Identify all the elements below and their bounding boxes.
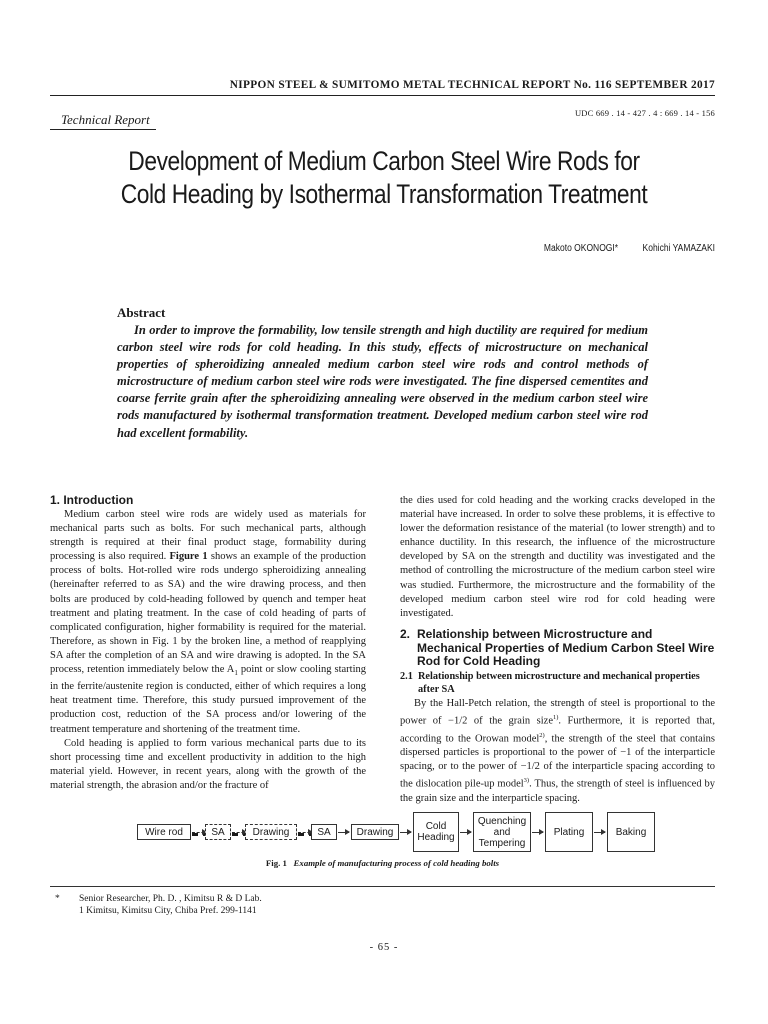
- page-number: - 65 -: [369, 942, 399, 953]
- flow-step-wire-rod: Wire rod: [137, 824, 191, 840]
- section-2-1-paragraph: By the Hall-Petch relation, the strength of steel is proportional to the power of −1/2 of the grain size$^{1)}$. Furthermore, it is reported that, according to the Orowan model$^{2)}$, the strength of the steel that contains dispersed particles is proportional to the power of −1 of the interparticle spacing, or to the power of −1/2 of the interparticle spacing according to the dislocation pile-up model$^{3)}$. Thus, the strength of steel is influenced by the grain size and the interparticle spacing.: [400, 698, 715, 805]
- title-line-2: Cold Heading by Isothermal Transformation Treatment: [120, 179, 648, 209]
- abstract-text: In order to improve the formability, low tensile strength and high ductility are required for medium carbon steel wire rods for cold heading. In this study, effects of microstructure on mechanical properties of spheroidizing annealed medium carbon steel wire rods and control methods of microstructure of medium carbon steel wire rods were investigated. The fine dispersed cementites and coarse ferrite grain after the spheroidizing annealing were observed in the medium carbon steel wire rods manufactured by isothermal transformation treatment. Developed medium carbon steel wire rod had excellent formability.: [117, 323, 648, 440]
- flow-arrow: [338, 832, 349, 833]
- author-1: Makoto OKONOGI*: [543, 243, 619, 254]
- flow-step-sa: SA: [205, 824, 231, 840]
- footnote: * Senior Researcher, Ph. D. , Kimitsu R & D Lab. 1 Kimitsu, Kimitsu City, Chiba Pref. 299-1141: [55, 894, 262, 916]
- flow-step-plating: Plating: [545, 812, 593, 852]
- flow-step-cold-heading: Cold Heading: [413, 812, 459, 852]
- figure-1-caption: Fig. 1 Example of manufacturing process of cold heading bolts: [265, 858, 500, 868]
- intro-paragraph-3: the dies used for cold heading and the working cracks developed in the material have increased. In order to solve these problems, it is effective to lower the deformation resistance of the material (to lower strength) and to enhance ductility. In this research, the influence of the microstructure developed by SA on the strength and ductility was investigated and the method of controlling the microstructure of the medium carbon steel wire was studied. Furthermore, the microstructure and the formability of the developed medium carbon steel wire rod for cold heading were investigated.: [400, 495, 715, 619]
- abstract-heading: Abstract: [117, 305, 166, 320]
- column-left: [50, 508, 366, 793]
- author-2: Kohichi YAMAZAKI: [642, 243, 715, 254]
- flow-step-sa: SA: [311, 824, 337, 840]
- section-1-heading: 1. Introduction: [50, 493, 134, 507]
- section-2-heading: 2. Relationship between Microstructure and Mechanical Properties of Medium Carbon Steel Wire Rod for Cold Heading: [400, 627, 715, 668]
- footnote-rule: [50, 886, 715, 887]
- journal-header: NIPPON STEEL & SUMITOMO METAL TECHNICAL REPORT No. 116 SEPTEMBER 2017: [229, 79, 715, 91]
- column-right: [400, 494, 715, 621]
- figure-1-flowchart: [137, 812, 647, 852]
- flow-step-baking: Baking: [607, 812, 655, 852]
- flow-step-quenching-and-tempering: Quenching and Tempering: [473, 812, 531, 852]
- flow-arrow: [400, 832, 411, 833]
- flow-step-drawing: Drawing: [351, 824, 399, 840]
- header-rule: [50, 95, 715, 96]
- title-line-1: Development of Medium Carbon Steel Wire Rods for: [128, 146, 640, 176]
- figure-reference: Figure 1: [169, 551, 208, 563]
- intro-paragraph-1: Medium carbon steel wire rods are widely used as materials for mechanical parts such as bolts. For such mechanical parts, although strength is required at their final product stage, formability during processing is also required. Figure 1 shows an example of the production process of bolts. Hot-rolled wire rods undergo spheroidizing annealing (hereinafter referred to as SA) and the wire drawing process, and then bolts are produced by cold-heading followed by quench and temper heat treatment and plating treatment. In the case of cold heading of parts of complicated configuration, higher formability is required for the material. Therefore, as shown in Fig. 1 by the broken line, a method of reapplying SA after the completion of an SA and wire drawing is adopted. In the SA process, retention immediately below the $A_1$ point or slow cooling starting in the ferrite/austenite region is conducted, either of which requires a long heat treatment time. Therefore, this study pursued improvement of the production cost, reduction of the SA process and/or lowering of the treatment temperature and shortening of the treatment time.: [50, 509, 367, 735]
- subsection-2-1-heading: 2.1 Relationship between microstructure and mechanical properties after SA: [400, 671, 700, 695]
- author-list: [490, 243, 715, 254]
- paper-title: [88, 145, 680, 211]
- category-label: Technical Report: [50, 112, 156, 130]
- flow-arrow: [460, 832, 471, 833]
- intro-paragraph-2: Cold heading is applied to form various mechanical parts due to its short processing time and excellent productivity in addition to the high material yield. However, in recent years, along with the growth of the material strength, the abrasion and/or the fracture of: [50, 737, 366, 791]
- flow-arrow: [532, 832, 543, 833]
- udc-code: UDC 669 . 14 - 427 . 4 : 669 . 14 - 156: [574, 108, 715, 118]
- flow-arrow: [594, 832, 605, 833]
- flow-step-drawing: Drawing: [245, 824, 297, 840]
